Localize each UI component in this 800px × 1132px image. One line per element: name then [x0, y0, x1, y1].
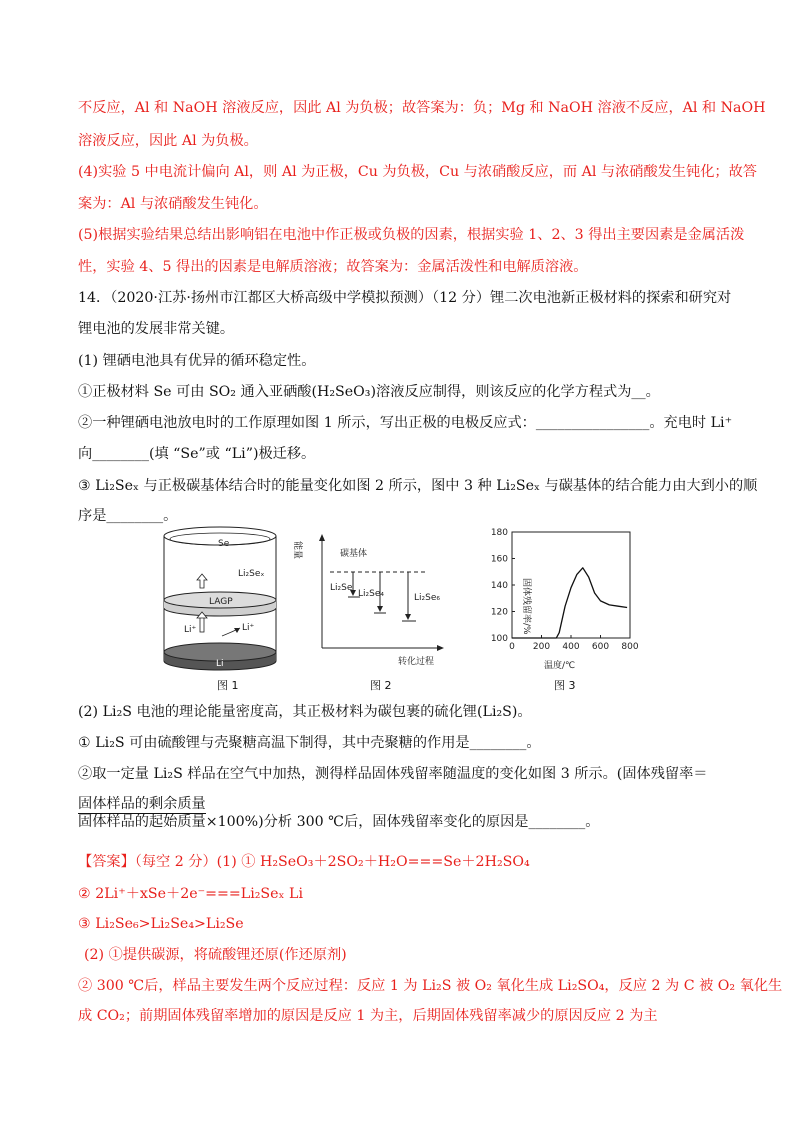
fig3-x-tick-label: 400 — [562, 642, 580, 652]
fig3-y-tick-label: 180 — [490, 528, 508, 538]
fig3-x-tick-label: 600 — [591, 642, 610, 652]
fig3-ylabel: 固体残留率/% — [521, 578, 531, 635]
answer-line-1 — [78, 852, 530, 872]
fig2-series-li2se4: Li₂Se₄ — [358, 589, 384, 599]
figure-1-diagram — [160, 524, 280, 674]
question-line-6: 向________(填 “Se”或 “Li”)极迁移。 — [78, 446, 316, 462]
question-line-7: ③ Li₂Seₓ 与正极碳基体结合时的能量变化如图 2 所示，图中 3 种 Li₂Seₓ 与碳基体的结合能力由大到小的顺 — [78, 478, 758, 494]
fig1-label-se: Se — [218, 539, 230, 549]
prev-answer-line-5: (5)根据实验结果总结出影响铝在电池中作正极或负极的因素，根据实验 1、2、3 得出主要因素是金属活泼 — [78, 227, 745, 243]
figure-3-caption: 图 3 — [554, 679, 576, 692]
question-line-10: ① Li₂S 可由硫酸锂与壳聚糖高温下制得，其中壳聚糖的作用是________。 — [78, 735, 541, 751]
figure-2-diagram — [292, 530, 448, 668]
fraction-numerator: 固体样品的剩余质量 — [78, 796, 206, 812]
question-line-9: (2) Li₂S 电池的理论能量密度高，其正极材料为碳包裹的硫化锂(Li₂S)。 — [78, 704, 532, 720]
question-line-1: 14．（2020·江苏·扬州市江都区大桥高级中学模拟预测）（12 分）锂二次电池新正极材料的探索和研究对 — [78, 290, 732, 306]
question-line-8: 序是________。 — [78, 508, 178, 524]
fig2-series-li2se6: Li₂Se₆ — [414, 593, 440, 603]
fig2-series-li2se: Li₂Se — [330, 583, 353, 593]
fig3-y-tick-label: 160 — [490, 554, 508, 565]
fig3-xlabel: 温度/℃ — [544, 661, 576, 671]
question-line-3: (1) 锂硒电池具有优异的循环稳定性。 — [78, 353, 316, 369]
fig3-x-tick-label: 0 — [509, 642, 515, 652]
fig2-base-label: 碳基体 — [340, 549, 368, 559]
answer-heading: 【答案】 — [78, 854, 135, 870]
fraction-denominator: 固体样品的起始质量 — [78, 814, 206, 830]
fig3-y-tick-label: 140 — [490, 581, 508, 591]
figure-2 — [292, 530, 448, 692]
answer-line-6: 成 CO₂；前期固体残留率增加的原因是反应 1 为主，后期固体残留率减少的原因反应 2 为主 — [78, 1008, 658, 1024]
answer-line-4: (2) ①提供碳源，将硫酸锂还原(作还原剂) — [84, 947, 347, 963]
answer-line-3: ③ Li₂Se₆>Li₂Se₄>Li₂Se — [78, 916, 244, 932]
fig2-ylabel: 能量 — [292, 541, 302, 560]
fig1-label-li2sex: Li₂Seₓ — [238, 569, 265, 579]
fraction-line — [78, 812, 599, 832]
question-line-2: 锂电池的发展非常关键。 — [78, 321, 235, 337]
question-line-12-tail: ×100%)分析 300 ℃后，固体残留率变化的原因是________。 — [205, 814, 600, 830]
question-line-5: ②一种锂硒电池放电时的工作原理如图 1 所示，写出正极的电极反应式：________________。充电时 Li⁺ — [78, 415, 733, 431]
figure-1 — [160, 524, 280, 692]
prev-answer-line-6: 性，实验 4、5 得出的因素是电解质溶液；故答案为：金属活泼性和电解质溶液。 — [78, 259, 588, 275]
fig2-xlabel: 转化过程 — [398, 657, 435, 667]
answer-part-1: （每空 2 分）(1) ① H₂SeO₃＋2SO₂＋H₂O===Se＋2H₂SO₄ — [134, 854, 530, 870]
figure-3 — [472, 524, 642, 692]
fig1-label-li-plus-right: Li⁺ — [242, 623, 255, 633]
prev-answer-line-4: 案为：Al 与浓硝酸发生钝化。 — [78, 196, 268, 212]
question-line-11: ②取一定量 Li₂S 样品在空气中加热，测得样品固体残留率随温度的变化如图 3 所示。(固体残留率＝ — [78, 766, 708, 782]
prev-answer-line-2: 溶液反应，因此 Al 为负极。 — [78, 133, 258, 149]
fig1-label-li: Li — [216, 659, 224, 669]
figure-3-chart — [472, 524, 642, 670]
prev-answer-line-3: (4)实验 5 中电流计偏向 Al，则 Al 为正极，Cu 为负极，Cu 与浓硝酸反应，而 Al 与浓硝酸发生钝化；故答 — [78, 164, 757, 180]
answer-line-2: ② 2Li⁺＋xSe＋2e⁻===Li₂Seₓ Li — [78, 886, 304, 902]
prev-answer-line-1: 不反应，Al 和 NaOH 溶液反应，因此 Al 为负极；故答案为：负；Mg 和 NaOH 溶液不反应，Al 和 NaOH — [78, 100, 766, 116]
question-line-4: ①正极材料 Se 可由 SO₂ 通入亚硒酸(H₂SeO₃)溶液反应制得，则该反应的化学方程式为__。 — [78, 384, 660, 400]
fig1-label-li-plus-left: Li⁺ — [184, 625, 197, 635]
fig3-x-tick-label: 200 — [532, 642, 551, 652]
fig3-x-tick-label: 800 — [621, 642, 639, 652]
figure-1-caption: 图 1 — [217, 679, 239, 692]
answer-line-5: ② 300 ℃后，样品主要发生两个反应过程：反应 1 为 Li₂S 被 O₂ 氧化生成 Li₂SO₄，反应 2 为 C 被 O₂ 氧化生 — [78, 978, 783, 994]
fig3-y-tick-label: 120 — [490, 607, 508, 618]
fig3-y-tick-label: 100 — [490, 634, 508, 644]
figure-2-caption: 图 2 — [370, 679, 392, 692]
fig1-label-lagp: LAGP — [209, 597, 233, 607]
